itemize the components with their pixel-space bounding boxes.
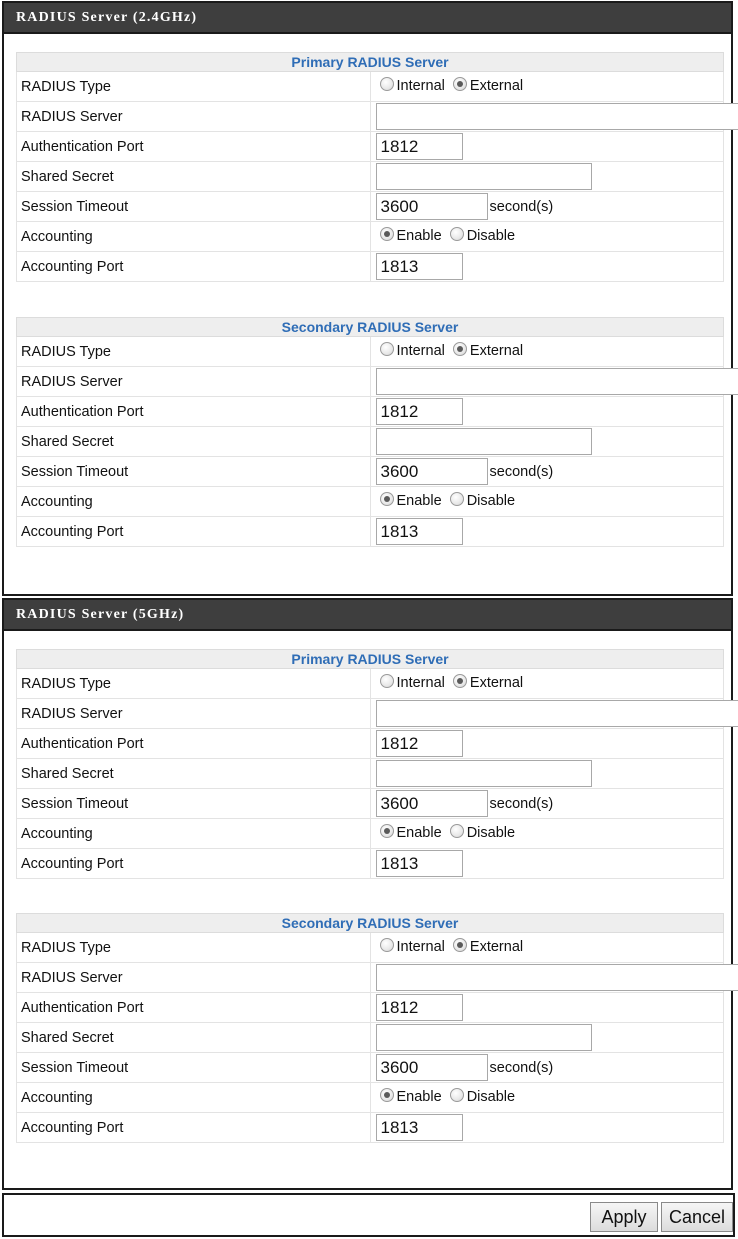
section-heading: Primary RADIUS Server bbox=[17, 650, 724, 669]
accounting-disable-label: Disable bbox=[466, 493, 516, 510]
radius-type-internal-label: Internal bbox=[396, 343, 445, 360]
accounting-port-input[interactable]: 1813 bbox=[376, 1114, 463, 1141]
apply-button[interactable]: Apply bbox=[590, 1202, 658, 1232]
radius-server-label: RADIUS Server bbox=[17, 963, 371, 993]
accounting-enable-label: Enable bbox=[396, 825, 442, 842]
shared-secret-input[interactable] bbox=[376, 428, 592, 455]
timeout-unit: second(s) bbox=[489, 198, 554, 215]
accounting-disable-label: Disable bbox=[466, 228, 516, 245]
auth-port-input[interactable]: 1812 bbox=[376, 730, 463, 757]
radius-type-external-radio[interactable] bbox=[453, 938, 467, 952]
section-heading: Secondary RADIUS Server bbox=[17, 318, 724, 337]
session-timeout-input[interactable]: 3600 bbox=[376, 193, 488, 220]
accounting-label: Accounting bbox=[17, 819, 371, 849]
radius-type-label: RADIUS Type bbox=[17, 669, 371, 699]
shared-secret-label: Shared Secret bbox=[17, 427, 371, 457]
radius-panel-2-4ghz bbox=[2, 1, 733, 596]
accounting-disable-radio[interactable] bbox=[450, 227, 464, 241]
session-timeout-input[interactable]: 3600 bbox=[376, 1054, 488, 1081]
secondary-radius-table bbox=[16, 317, 724, 547]
accounting-enable-radio[interactable] bbox=[380, 492, 394, 506]
radius-type-internal-label: Internal bbox=[396, 939, 445, 956]
auth-port-input[interactable]: 1812 bbox=[376, 994, 463, 1021]
radius-type-internal-label: Internal bbox=[396, 78, 445, 95]
radius-server-input[interactable] bbox=[376, 368, 738, 395]
accounting-port-input[interactable]: 1813 bbox=[376, 253, 463, 280]
accounting-disable-radio[interactable] bbox=[450, 824, 464, 838]
radius-server-label: RADIUS Server bbox=[17, 367, 371, 397]
shared-secret-label: Shared Secret bbox=[17, 759, 371, 789]
accounting-label: Accounting bbox=[17, 1083, 371, 1113]
radius-type-label: RADIUS Type bbox=[17, 933, 371, 963]
radius-type-external-label: External bbox=[469, 343, 524, 360]
radius-type-external-radio[interactable] bbox=[453, 342, 467, 356]
auth-port-input[interactable]: 1812 bbox=[376, 133, 463, 160]
shared-secret-input[interactable] bbox=[376, 163, 592, 190]
auth-port-input[interactable]: 1812 bbox=[376, 398, 463, 425]
accounting-enable-radio[interactable] bbox=[380, 227, 394, 241]
section-heading: Secondary RADIUS Server bbox=[17, 914, 724, 933]
primary-radius-table bbox=[16, 649, 724, 879]
panel-title: RADIUS Server (5GHz) bbox=[4, 600, 731, 631]
timeout-unit: second(s) bbox=[489, 463, 554, 480]
auth-port-label: Authentication Port bbox=[17, 397, 371, 427]
radius-type-label: RADIUS Type bbox=[17, 72, 371, 102]
session-timeout-input[interactable]: 3600 bbox=[376, 458, 488, 485]
radius-server-label: RADIUS Server bbox=[17, 102, 371, 132]
accounting-port-label: Accounting Port bbox=[17, 1113, 371, 1143]
cancel-button[interactable]: Cancel bbox=[661, 1202, 733, 1232]
accounting-enable-radio[interactable] bbox=[380, 1088, 394, 1102]
radius-server-input[interactable] bbox=[376, 964, 738, 991]
session-timeout-label: Session Timeout bbox=[17, 457, 371, 487]
radius-server-input[interactable] bbox=[376, 103, 738, 130]
radius-type-internal-label: Internal bbox=[396, 675, 445, 692]
radius-type-external-label: External bbox=[469, 78, 524, 95]
section-heading: Primary RADIUS Server bbox=[17, 53, 724, 72]
accounting-label: Accounting bbox=[17, 222, 371, 252]
session-timeout-label: Session Timeout bbox=[17, 789, 371, 819]
accounting-disable-label: Disable bbox=[466, 825, 516, 842]
radius-type-external-radio[interactable] bbox=[453, 77, 467, 91]
accounting-port-label: Accounting Port bbox=[17, 252, 371, 282]
radius-type-label: RADIUS Type bbox=[17, 337, 371, 367]
radius-type-internal-radio[interactable] bbox=[380, 77, 394, 91]
auth-port-label: Authentication Port bbox=[17, 132, 371, 162]
radius-server-label: RADIUS Server bbox=[17, 699, 371, 729]
panel-title: RADIUS Server (2.4GHz) bbox=[4, 3, 731, 34]
accounting-disable-label: Disable bbox=[466, 1089, 516, 1106]
accounting-label: Accounting bbox=[17, 487, 371, 517]
accounting-enable-radio[interactable] bbox=[380, 824, 394, 838]
action-bar bbox=[2, 1193, 735, 1237]
accounting-port-label: Accounting Port bbox=[17, 849, 371, 879]
radius-type-internal-radio[interactable] bbox=[380, 938, 394, 952]
timeout-unit: second(s) bbox=[489, 795, 554, 812]
accounting-disable-radio[interactable] bbox=[450, 1088, 464, 1102]
accounting-port-label: Accounting Port bbox=[17, 517, 371, 547]
radius-type-external-label: External bbox=[469, 675, 524, 692]
session-timeout-input[interactable]: 3600 bbox=[376, 790, 488, 817]
radius-type-internal-radio[interactable] bbox=[380, 674, 394, 688]
accounting-enable-label: Enable bbox=[396, 1089, 442, 1106]
auth-port-label: Authentication Port bbox=[17, 993, 371, 1023]
radius-type-external-radio[interactable] bbox=[453, 674, 467, 688]
secondary-radius-table bbox=[16, 913, 724, 1143]
accounting-port-input[interactable]: 1813 bbox=[376, 850, 463, 877]
shared-secret-input[interactable] bbox=[376, 760, 592, 787]
radius-server-input[interactable] bbox=[376, 700, 738, 727]
timeout-unit: second(s) bbox=[489, 1059, 554, 1076]
radius-panel-5ghz bbox=[2, 598, 733, 1190]
auth-port-label: Authentication Port bbox=[17, 729, 371, 759]
session-timeout-label: Session Timeout bbox=[17, 1053, 371, 1083]
accounting-port-input[interactable]: 1813 bbox=[376, 518, 463, 545]
session-timeout-label: Session Timeout bbox=[17, 192, 371, 222]
accounting-enable-label: Enable bbox=[396, 493, 442, 510]
accounting-enable-label: Enable bbox=[396, 228, 442, 245]
primary-radius-table bbox=[16, 52, 724, 282]
accounting-disable-radio[interactable] bbox=[450, 492, 464, 506]
shared-secret-label: Shared Secret bbox=[17, 1023, 371, 1053]
radius-type-external-label: External bbox=[469, 939, 524, 956]
radius-type-internal-radio[interactable] bbox=[380, 342, 394, 356]
shared-secret-input[interactable] bbox=[376, 1024, 592, 1051]
shared-secret-label: Shared Secret bbox=[17, 162, 371, 192]
